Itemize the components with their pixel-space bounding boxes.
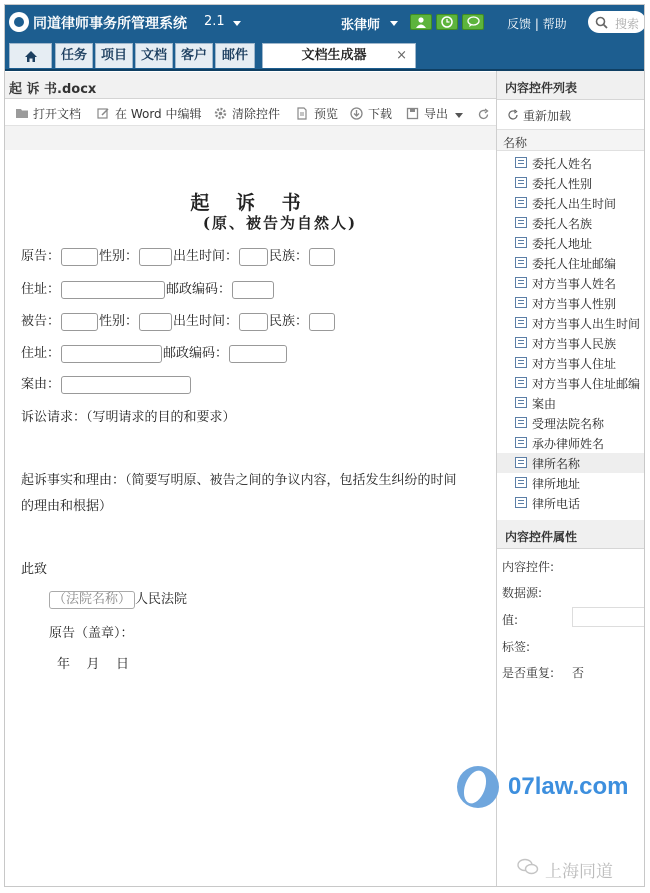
prop-repeat-value: 否 (572, 666, 585, 680)
plaintiff-address-field[interactable] (61, 281, 165, 299)
defendant-birth-field[interactable] (239, 313, 268, 331)
content-control-icon (515, 377, 527, 388)
document-filename: 起 诉 书.docx (9, 82, 97, 97)
refresh-icon (507, 109, 519, 121)
plaintiff-postcode-field[interactable] (232, 281, 274, 299)
toolbar-spacer (5, 126, 496, 150)
folder-icon (15, 107, 30, 119)
tab-documents[interactable]: 文档 (135, 43, 173, 68)
case-field[interactable] (61, 376, 191, 394)
control-list-item[interactable] (497, 233, 645, 253)
content-control-icon (515, 197, 527, 208)
control-list-item-label: 对方当事人住址邮编 (532, 377, 641, 391)
defendant-postcode-field[interactable] (229, 345, 287, 363)
tab-document-generator[interactable] (262, 43, 416, 68)
properties-panel-title: 内容控件属性 (497, 520, 645, 549)
control-list-item[interactable] (497, 433, 645, 453)
plaintiff-address-line: 住址： 邮政编码： (21, 278, 275, 299)
salutation: 此致 (21, 562, 48, 577)
content-control-icon (515, 357, 527, 368)
timer-button[interactable] (436, 14, 458, 30)
control-list-item-label: 委托人姓名 (532, 157, 593, 171)
wechat-watermark: 上海同道 (545, 862, 613, 882)
signature-line: 原告（盖章）： (49, 626, 134, 641)
home-icon (24, 50, 38, 63)
tab-home[interactable] (9, 43, 52, 68)
control-list-item[interactable] (497, 273, 645, 293)
close-icon[interactable]: × (396, 48, 407, 63)
content-control-icon (515, 157, 527, 168)
control-list-item[interactable] (497, 253, 645, 273)
prop-value-input[interactable] (572, 607, 645, 627)
site-watermark: 07law.com (508, 773, 629, 800)
gear-icon (214, 107, 227, 120)
prop-repeat-label: 是否重复: (502, 666, 555, 680)
control-list-item-label: 对方当事人住址 (532, 357, 617, 371)
control-list-item[interactable] (497, 393, 645, 413)
content-controls-panel: 内容控件列表 重新加载 名称 委托人姓名 委托人性别 委托人出生时间 委托人名族 委托人地址 委托人住址邮编 对方当事人姓名 对方当事人性别 对方当事人出生时间 对方当事人民族 对方当事人住址 对方当事人住址邮编 案由 受理法院名称 承办律师姓名 律所名称 律所地址 律所电话 内容控件属性 内容控件: 数据源: 值: 标签: 是否重复: 否 (496, 71, 645, 887)
document-body (5, 150, 496, 887)
control-list-item[interactable] (497, 333, 645, 353)
plaintiff-gender-field[interactable] (139, 248, 172, 266)
feedback-help-links[interactable]: 反馈 | 帮助 (507, 17, 567, 31)
controls-panel-title: 内容控件列表 (497, 71, 645, 100)
control-list-item-label: 委托人性别 (532, 177, 593, 191)
control-list-item-label: 委托人名族 (532, 217, 593, 231)
chevron-down-icon[interactable] (233, 21, 241, 26)
document-title: 起 诉 书 (190, 192, 311, 214)
column-header-name: 名称 (497, 129, 645, 151)
control-list-item[interactable] (497, 413, 645, 433)
control-list-item[interactable] (497, 193, 645, 213)
search-icon (595, 16, 608, 29)
control-list-item[interactable] (497, 213, 645, 233)
control-list-item[interactable] (497, 453, 645, 473)
tab-bar (5, 39, 645, 71)
document-header (5, 72, 496, 99)
case-line: 案由： (21, 373, 192, 394)
download-icon (350, 107, 363, 120)
content-control-icon (515, 277, 527, 288)
content-control-icon (515, 297, 527, 308)
defendant-ethnic-field[interactable] (309, 313, 335, 331)
control-list-item-label: 律所名称 (532, 457, 581, 471)
clock-icon (441, 16, 453, 28)
plaintiff-line: 原告： 性别： 出生时间： 民族： (21, 245, 336, 266)
control-list-item[interactable] (497, 353, 645, 373)
control-list-item-label: 对方当事人出生时间 (532, 317, 641, 331)
prop-control-label: 内容控件: (502, 560, 555, 574)
facts-line: 起诉事实和理由：（简要写明原、被告之间的争议内容，包括发生纠纷的时间 (21, 473, 457, 488)
control-list-item[interactable] (497, 493, 645, 513)
tab-mail[interactable]: 邮件 (215, 43, 255, 68)
user-icon (415, 16, 427, 28)
messages-button[interactable] (462, 14, 484, 30)
contacts-button[interactable] (410, 14, 432, 30)
control-list-item[interactable] (497, 153, 645, 173)
wechat-icon (517, 858, 539, 876)
content-control-icon (515, 337, 527, 348)
control-list-item-label: 案由 (532, 397, 557, 411)
date-line: 年 月 日 (57, 657, 130, 672)
control-list-item-label: 承办律师姓名 (532, 437, 605, 451)
plaintiff-name-field[interactable] (61, 248, 98, 266)
top-bar (5, 5, 645, 39)
control-list (497, 153, 645, 513)
tab-clients[interactable]: 客户 (175, 43, 213, 68)
edit-icon (97, 107, 110, 120)
app-logo (9, 12, 29, 32)
prop-source-label: 数据源: (502, 586, 543, 600)
prop-tag-label: 标签: (502, 640, 531, 654)
defendant-name-field[interactable] (61, 313, 98, 331)
chat-icon (467, 16, 480, 28)
content-control-icon (515, 417, 527, 428)
content-control-icon (515, 217, 527, 228)
content-control-icon (515, 237, 527, 248)
control-list-item[interactable] (497, 313, 645, 333)
app-version[interactable]: 2.1 (204, 14, 225, 29)
content-control-icon (515, 457, 527, 468)
control-list-item-label: 对方当事人姓名 (532, 277, 617, 291)
content-control-icon (515, 397, 527, 408)
chevron-down-icon[interactable] (455, 113, 463, 118)
save-icon (406, 107, 419, 120)
defendant-line: 被告： 性别： 出生时间： 民族： (21, 310, 336, 331)
control-list-item-label: 对方当事人民族 (532, 337, 617, 351)
site-logo-watermark (457, 766, 499, 808)
search-input[interactable] (588, 11, 645, 33)
tab-projects[interactable]: 项目 (95, 43, 133, 68)
control-list-item-label: 律所地址 (532, 477, 581, 491)
document-toolbar: 打开文档 在 Word 中编辑 清除控件 预览 下载 导出 (5, 100, 496, 126)
tab-tasks[interactable]: 任务 (55, 43, 93, 68)
control-list-item[interactable] (497, 293, 645, 313)
court-line: （法院名称） 人民法院 (49, 588, 187, 609)
defendant-gender-field[interactable] (139, 313, 172, 331)
facts-line-continued: 的理由和根据） (21, 499, 113, 514)
content-control-icon (515, 497, 527, 508)
control-list-item-label: 委托人地址 (532, 237, 593, 251)
app-window (4, 4, 645, 887)
defendant-address-line: 住址： 邮政编码： (21, 342, 288, 363)
plaintiff-birth-field[interactable] (239, 248, 268, 266)
court-name-field[interactable]: （法院名称） (49, 591, 135, 609)
document-subtitle: (原、被告为自然人) (202, 214, 358, 232)
search-placeholder: 搜索 (615, 17, 640, 31)
app-title: 同道律师事务所管理系统 (33, 16, 187, 32)
document-icon (296, 107, 308, 120)
chevron-down-icon[interactable] (390, 21, 398, 26)
user-menu[interactable]: 张律师 (341, 18, 381, 33)
control-list-item[interactable] (497, 373, 645, 393)
plaintiff-ethnic-field[interactable] (309, 248, 335, 266)
control-list-item-label: 对方当事人性别 (532, 297, 617, 311)
control-list-item-label: 律所电话 (532, 497, 581, 511)
control-list-item[interactable] (497, 473, 645, 493)
defendant-address-field[interactable] (61, 345, 162, 363)
claims-line: 诉讼请求：（写明请求的目的和要求） (21, 410, 236, 425)
tab-label: 文档生成器 (301, 48, 367, 63)
content-control-icon (515, 177, 527, 188)
control-list-item[interactable] (497, 173, 645, 193)
content-control-icon (515, 477, 527, 488)
content-control-icon (515, 317, 527, 328)
prop-value-label: 值: (502, 613, 519, 627)
content-control-icon (515, 257, 527, 268)
control-list-item-label: 委托人住址邮编 (532, 257, 617, 271)
control-list-item-label: 委托人出生时间 (532, 197, 617, 211)
control-list-item-label: 受理法院名称 (532, 417, 605, 431)
content-control-icon (515, 437, 527, 448)
refresh-icon[interactable] (477, 108, 490, 121)
